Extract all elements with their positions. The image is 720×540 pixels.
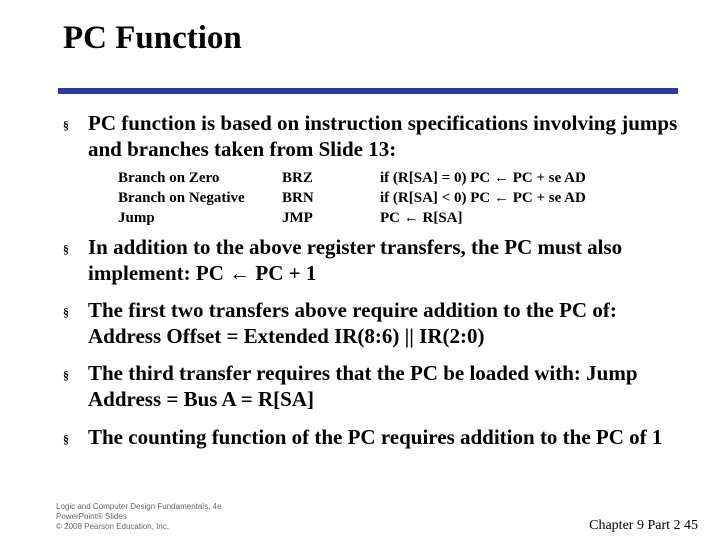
bullet-4 [63,360,683,412]
bullet-text: The first two transfers above require addition to the PC of: Address Offset = Extended IR(8:6) || IR(2:0) [88,298,617,348]
bullet-1 [63,110,683,162]
bullet-text: The third transfer requires that the PC be loaded with: Jump Address = Bus A = R[SA] [88,361,638,411]
slide-title: PC Function [63,20,242,56]
instruction-name: Jump [118,210,155,226]
instruction-transfer: if (R[SA] < 0) PC ← PC + se AD [380,190,586,206]
instruction-name: Branch on Negative [118,190,245,206]
instruction-name: Branch on Zero [118,170,220,186]
instruction-transfer: PC ← R[SA] [380,210,463,226]
bullet-marker: § [63,432,69,446]
bullet-text: The counting function of the PC requires addition to the PC of 1 [88,425,663,449]
bullet-marker: § [63,305,69,319]
credit-line: Logic and Computer Design Fundamentals, 4e [56,502,222,511]
bullet-text: PC function is based on instruction specifications involving jumps and branches taken from Slide 13: [88,111,678,161]
bullet-5 [63,424,683,450]
bullet-text: In addition to the above register transfers, the PC must also implement: PC ← PC + 1 [88,235,623,285]
bullet-marker: § [63,242,69,256]
credit-line: PowerPoint® Slides [56,512,127,521]
bullet-2 [63,234,683,286]
instruction-transfer: if (R[SA] = 0) PC ← PC + se AD [380,170,586,186]
credit-line: © 2008 Pearson Education, Inc. [56,522,170,531]
bullet-3 [63,297,683,349]
instruction-mnemonic: BRN [282,190,314,206]
instruction-mnemonic: BRZ [282,170,313,186]
instruction-mnemonic: JMP [282,210,313,226]
page-number: Chapter 9 Part 2 45 [589,518,698,533]
footer-credits [56,502,221,532]
title-divider [58,88,678,94]
bullet-marker: § [63,368,69,382]
bullet-marker: § [63,118,69,132]
